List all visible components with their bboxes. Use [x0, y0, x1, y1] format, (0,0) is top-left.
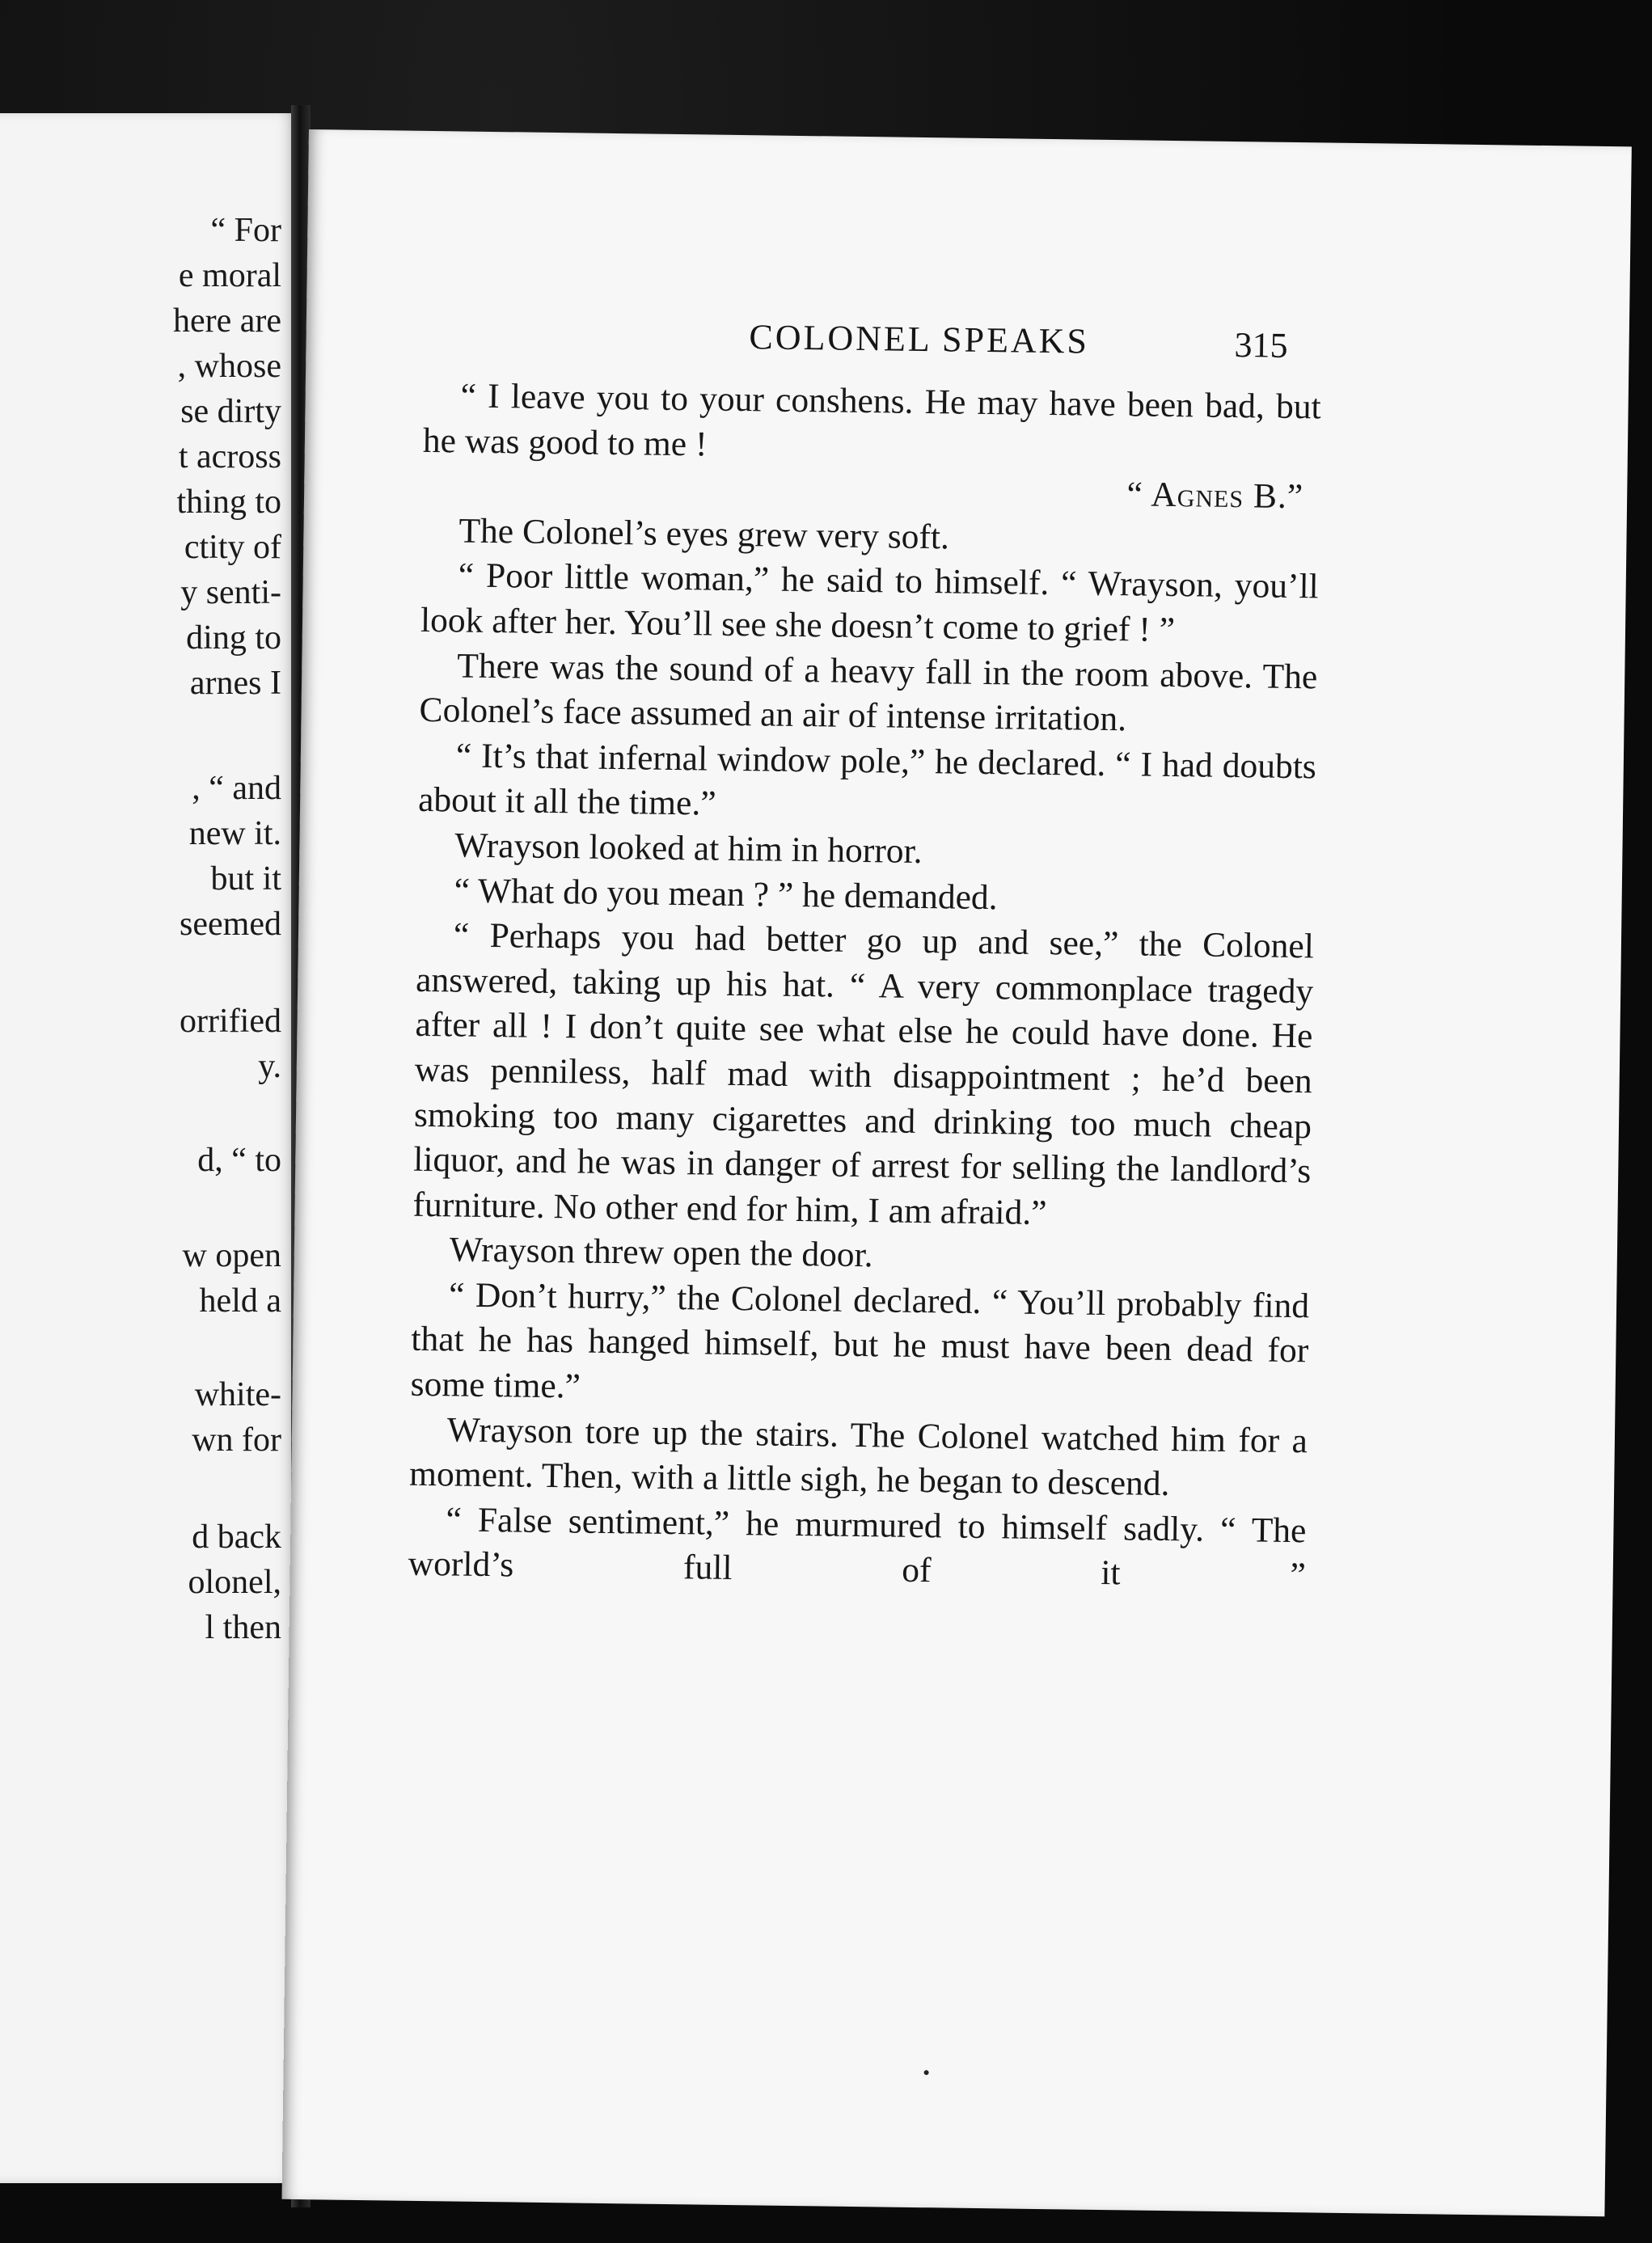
fragment-line: e moral	[178, 257, 281, 294]
page-number: 315	[1234, 325, 1288, 365]
letter-signature: “ Agnes B.”	[1126, 475, 1304, 517]
fragment-line: thing to	[176, 484, 281, 521]
fragment-line: white-	[194, 1376, 281, 1413]
running-title: COLONEL SPEAKS	[749, 317, 1090, 361]
fragment-line: l then	[205, 1609, 281, 1646]
fragment-line: t across	[178, 438, 281, 475]
paragraph: “ False sentiment,” he murmured to himself sadly. “ The world’s full of it ”	[408, 1500, 1307, 1595]
paragraph: “ What do you mean ? ” he demanded.	[454, 870, 998, 917]
body-text	[408, 374, 1321, 1599]
fragment-line: w open	[182, 1237, 281, 1274]
fragment-line: wn for	[192, 1421, 281, 1459]
fragment-line: , “ and	[192, 770, 281, 807]
fragment-line: but it	[210, 860, 281, 898]
fragment-line: ctity of	[184, 529, 281, 566]
fragment-line: olonel,	[188, 1564, 281, 1601]
paragraph: “ Don’t hurry,” the Colonel declared. “ You’ll probably find that he has hanged himself, but he must have been dead for some time.”	[410, 1275, 1310, 1406]
paragraph: “ It’s that infernal window pole,” he declared. “ I had doubts about it all the time.”	[417, 736, 1317, 824]
letter-paragraph: “ I leave you to your conshens. He may have been bad, but he was good to me !	[422, 376, 1321, 464]
paragraph: There was the sound of a heavy fall in the room above. The Colonel’s face assumed an air of intense irritation.	[419, 646, 1318, 739]
fragment-line: new it.	[188, 815, 281, 852]
fragment-line: “ For	[210, 212, 281, 249]
paragraph: “ Perhaps you had better go up and see,” the Colonel answered, taking up his hat. “ A very commonplace tragedy after all ! I don’t quite see what else he could have done. He was penniless, half mad with disappointment ; he’d been smoking too many cigarettes and drinking too much cheap liquor, and he was in danger of arrest for selling the landlord’s furniture. No other end for him, I am afraid.”	[412, 915, 1315, 1232]
fragment-line: held a	[199, 1282, 281, 1320]
paragraph: “ Poor little woman,” he said to himself. “ Wrayson, you’ll look after her. You’ll see she doesn’t come to grief ! ”	[420, 555, 1320, 650]
paragraph: Wrayson tore up the stairs. The Colonel watched him for a moment. Then, with a little sigh, he began to descend.	[408, 1410, 1308, 1504]
fragment-line: y senti-	[180, 574, 281, 611]
fragment-line: y.	[258, 1048, 281, 1085]
fragment-line: seemed	[180, 906, 281, 943]
fragment-line: d back	[192, 1519, 281, 1556]
paragraph: Wrayson threw open the door.	[449, 1230, 873, 1275]
ink-speck	[924, 2070, 929, 2075]
paragraph: The Colonel’s eyes grew very soft.	[458, 511, 950, 557]
book-page	[281, 129, 1631, 2216]
facing-page-fragment	[0, 113, 301, 2183]
fragment-line: ding to	[186, 619, 281, 657]
fragment-line: d, “ to	[197, 1142, 281, 1179]
fragment-line: orrified	[180, 1003, 281, 1040]
running-head	[306, 310, 1629, 376]
fragment-line: , whose	[177, 348, 281, 385]
fragment-line: arnes I	[189, 665, 281, 702]
fragment-line: here are	[172, 302, 281, 340]
fragment-line: se dirty	[180, 393, 281, 430]
paragraph: Wrayson looked at him in horror.	[454, 826, 923, 871]
